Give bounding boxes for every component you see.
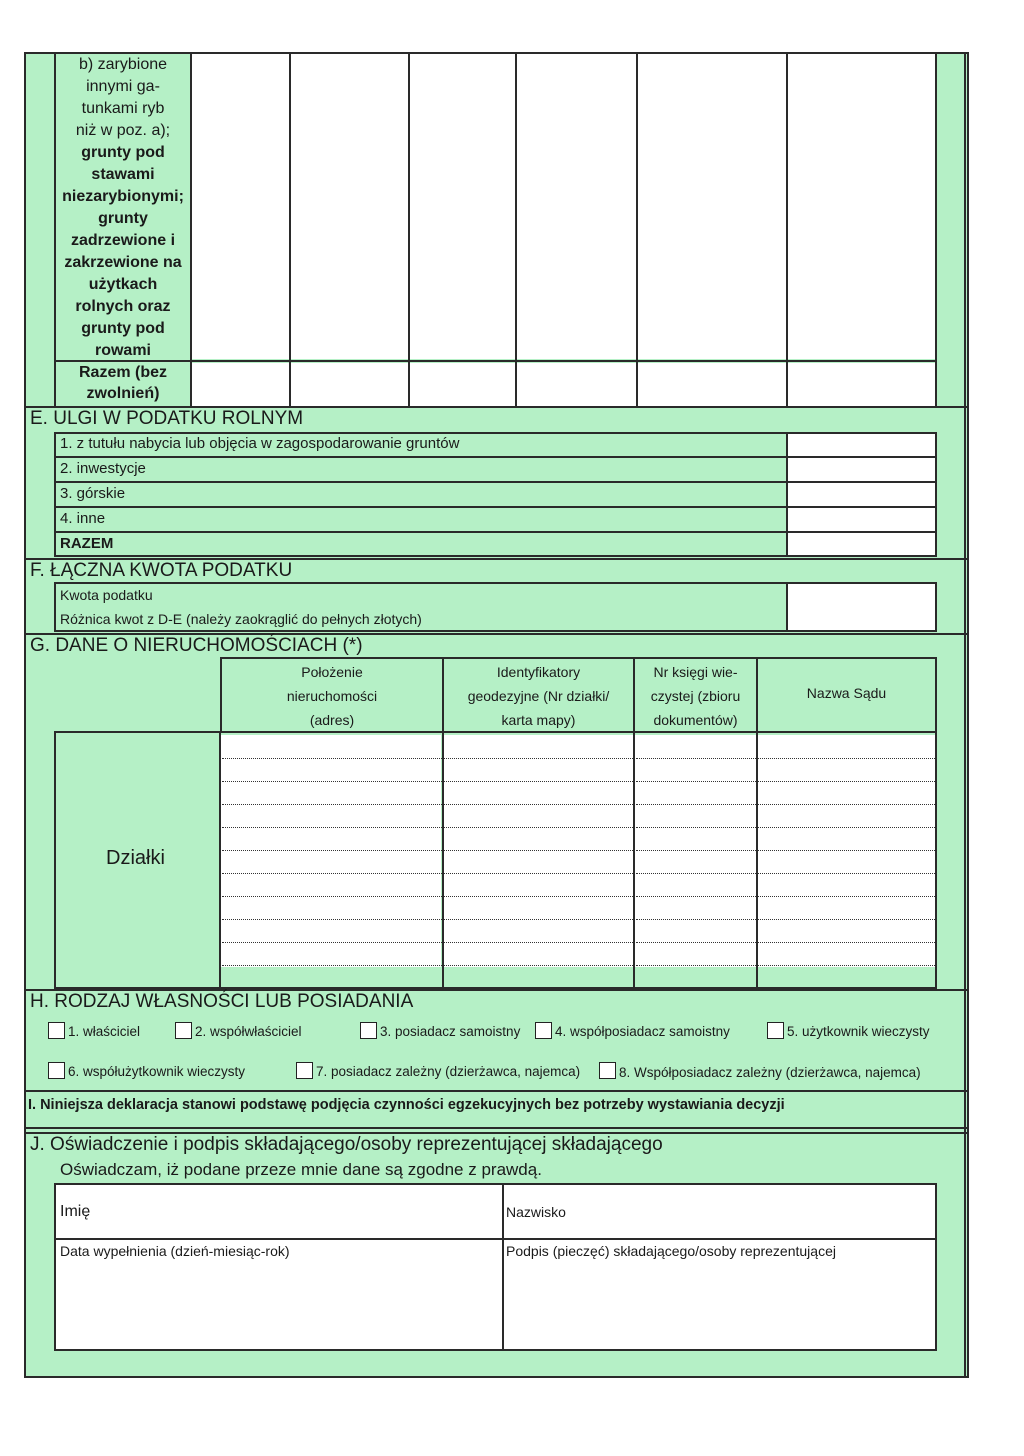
d-row-b-bold-line: grunty pod — [81, 144, 165, 161]
g-dotted-line — [222, 781, 442, 782]
d-row-b-line: tunkami ryb — [81, 100, 165, 117]
g-header-line: czystej (zbioru — [650, 688, 741, 704]
h-option-3: 3. posiadacz samoistny — [380, 1024, 521, 1039]
d-col-sep-3 — [408, 52, 410, 408]
g-dotted-line — [222, 850, 442, 851]
g-dotted-line — [636, 942, 756, 943]
g-dotted-line — [758, 758, 935, 759]
g-header-line: Położenie — [301, 664, 363, 680]
g-dotted-line — [222, 919, 442, 920]
d-cell-b-2[interactable] — [291, 54, 408, 359]
d-row-b-bold-line: użytkach — [88, 276, 158, 293]
h-option-6: 6. współużytkownik wieczysty — [68, 1064, 246, 1079]
g-dotted-line — [222, 827, 442, 828]
g-dotted-line — [222, 965, 442, 966]
h-checkbox-5[interactable] — [767, 1022, 784, 1039]
d-col-sep-5 — [636, 52, 638, 408]
g-dotted-line — [758, 942, 935, 943]
g-body-sep — [219, 731, 221, 989]
e-item-3: 3. górskie — [60, 485, 126, 502]
inner-right-border — [964, 52, 966, 1378]
g-dotted-line — [444, 827, 633, 828]
section-h-title: H. RODZAJ WŁASNOŚCI LUB POSIADANIA — [30, 991, 414, 1012]
d-cell-b-5[interactable] — [638, 54, 786, 359]
h-option-5: 5. użytkownik wieczysty — [787, 1024, 930, 1039]
d-cell-b-4[interactable] — [517, 54, 636, 359]
d-total-label — [56, 362, 190, 404]
h-checkbox-7[interactable] — [296, 1062, 313, 1079]
d-cell-b-1[interactable] — [192, 54, 289, 359]
g-dotted-line — [636, 758, 756, 759]
g-dotted-line — [636, 919, 756, 920]
e-row-sep — [54, 481, 937, 483]
g-body-sep — [756, 731, 758, 989]
section-g-title: G. DANE O NIERUCHOMOŚCIACH (*) — [30, 635, 363, 656]
e-item-4: 4. inne — [60, 510, 106, 527]
e-total: RAZEM — [60, 535, 114, 552]
d-cell-total-5[interactable] — [638, 363, 786, 406]
d-row-b-bold-line: grunty — [98, 210, 148, 227]
j-signature-label: Podpis (pieczęć) składającego/osoby reprezentującej — [506, 1243, 836, 1259]
f-value-box[interactable] — [788, 584, 935, 630]
g-header-line: Identyfikatory — [496, 664, 581, 680]
h-checkbox-2[interactable] — [175, 1022, 192, 1039]
h-option-7: 7. posiadacz zależny (dzierżawca, najemca) — [316, 1064, 581, 1079]
d-row-b-bold-line: niezarybionymi; — [62, 188, 184, 205]
g-dotted-line — [222, 804, 442, 805]
j-last-name-field[interactable] — [504, 1185, 935, 1238]
g-dotted-line — [636, 804, 756, 805]
section-j-title: J. Oświadczenie i podpis składającego/osoby reprezentującej składającego — [30, 1134, 663, 1155]
g-dotted-line — [444, 873, 633, 874]
d-col-sep-2 — [289, 52, 291, 408]
i-bottom-border — [24, 1127, 969, 1129]
e-value-box[interactable] — [788, 434, 935, 555]
g-dotted-line — [222, 758, 442, 759]
d-row-b-bold-line: stawami — [91, 166, 155, 183]
j-first-name-field[interactable] — [56, 1185, 502, 1238]
g-dotted-line — [222, 942, 442, 943]
g-dotted-line — [636, 965, 756, 966]
h-checkbox-6[interactable] — [48, 1062, 65, 1079]
e-row-sep — [54, 456, 937, 458]
g-dotted-line — [758, 850, 935, 851]
g-dotted-line — [758, 919, 935, 920]
g-dotted-line — [636, 873, 756, 874]
g-dotted-line — [758, 804, 935, 805]
g-header-line: karta mapy) — [501, 712, 576, 728]
g-row-label: Działki — [106, 847, 165, 869]
d-cell-b-6[interactable] — [788, 54, 935, 359]
f-line-1: Kwota podatku — [60, 587, 153, 603]
j-date-label: Data wypełnienia (dzień-miesiąc-rok) — [60, 1243, 290, 1259]
section-f-title: F. ŁĄCZNA KWOTA PODATKU — [30, 560, 293, 581]
d-cell-total-3[interactable] — [410, 363, 515, 406]
e-row-sep — [54, 531, 937, 533]
g-dotted-line — [758, 965, 935, 966]
e-item-2: 2. inwestycje — [60, 460, 146, 477]
d-row-b-label — [56, 54, 190, 362]
e-item-1: 1. z tutułu nabycia lub objęcia w zagospodarowanie gruntów — [60, 435, 460, 452]
h-option-8: 8. Współposiadacz zależny (dzierżawca, najemca) — [619, 1065, 921, 1080]
d-row-b-bold-line: rowami — [94, 342, 151, 359]
d-col-sep-7 — [935, 52, 937, 408]
d-row-b-line: niż w poz. a); — [75, 122, 171, 139]
g-header-line: dokumentów) — [653, 712, 738, 728]
g-dotted-line — [444, 781, 633, 782]
g-header-land-register — [635, 660, 756, 732]
g-header-line: Nr księgi wie- — [653, 664, 738, 680]
d-row-b-bold-line: zakrzewione na — [64, 254, 182, 271]
d-row-b-line: b) zarybione — [78, 56, 168, 73]
d-row-b-bold-line: grunty pod — [81, 320, 165, 337]
g-body-sep — [633, 731, 635, 989]
g-dotted-line — [758, 896, 935, 897]
g-dotted-line — [444, 758, 633, 759]
d-row-b-line: innymi ga- — [86, 78, 160, 95]
d-total-line: zwolnień) — [86, 385, 160, 402]
d-cell-total-4[interactable] — [517, 363, 636, 406]
d-cell-total-2[interactable] — [291, 363, 408, 406]
f-line-2: Różnica kwot z D-E (należy zaokrąglić do pełnych złotych) — [60, 611, 422, 627]
g-dotted-line — [444, 896, 633, 897]
h-checkbox-8[interactable] — [599, 1062, 616, 1079]
g-header-location — [222, 660, 442, 732]
g-dotted-line — [758, 781, 935, 782]
g-dotted-line — [444, 919, 633, 920]
g-header-line: nieruchomości — [286, 688, 378, 704]
d-col-sep-4 — [515, 52, 517, 408]
h-option-1: 1. właściciel — [68, 1024, 141, 1039]
g-dotted-line — [444, 804, 633, 805]
section-i-text: I. Niniejsza deklaracja stanowi podstawę podjęcia czynności egzekucyjnych bez potrzeby wystawiania decyzji — [28, 1097, 785, 1113]
g-body-location[interactable] — [221, 735, 441, 967]
g-dotted-line — [636, 781, 756, 782]
g-dotted-line — [636, 896, 756, 897]
h-option-4: 4. współposiadacz samoistny — [555, 1024, 730, 1039]
d-cell-total-6[interactable] — [788, 363, 935, 406]
g-header-line: geodezyjne (Nr działki/ — [467, 688, 610, 704]
g-dotted-line — [758, 873, 935, 874]
d-cell-total-1[interactable] — [192, 363, 289, 406]
g-header-identifiers — [444, 660, 633, 732]
g-header-line: (adres) — [309, 712, 355, 728]
g-body-sep — [442, 731, 444, 989]
h-checkbox-1[interactable] — [48, 1022, 65, 1039]
g-dotted-line — [758, 827, 935, 828]
section-e-title: E. ULGI W PODATKU ROLNYM — [30, 408, 304, 429]
d-total-line: Razem (bez — [78, 364, 168, 381]
g-dotted-line — [636, 827, 756, 828]
g-dotted-line — [444, 942, 633, 943]
d-cell-b-3[interactable] — [410, 54, 515, 359]
g-body-identifiers[interactable] — [444, 735, 633, 967]
j-last-name-label: Nazwisko — [506, 1204, 566, 1220]
d-row-b-bold-line: zadrzewione i — [70, 232, 176, 249]
h-checkbox-3[interactable] — [360, 1022, 377, 1039]
j-first-name-label: Imię — [60, 1203, 91, 1220]
g-dotted-line — [444, 850, 633, 851]
h-option-2: 2. współwłaściciel — [195, 1024, 302, 1039]
g-body-court-name[interactable] — [758, 735, 935, 967]
section-j-statement: Oświadczam, iż podane przeze mnie dane są zgodne z prawdą. — [60, 1160, 542, 1179]
g-dotted-line — [636, 850, 756, 851]
g-dotted-line — [222, 873, 442, 874]
h-bottom-border — [24, 1090, 969, 1092]
d-col-sep-6 — [786, 52, 788, 408]
e-row-sep — [54, 506, 937, 508]
g-dotted-line — [444, 965, 633, 966]
g-body-land-register[interactable] — [635, 735, 756, 967]
d-row-b-bold-line: rolnych oraz — [75, 298, 171, 315]
g-dotted-line — [222, 896, 442, 897]
h-checkbox-4[interactable] — [535, 1022, 552, 1039]
g-header-court-name: Nazwa Sądu — [806, 685, 887, 701]
